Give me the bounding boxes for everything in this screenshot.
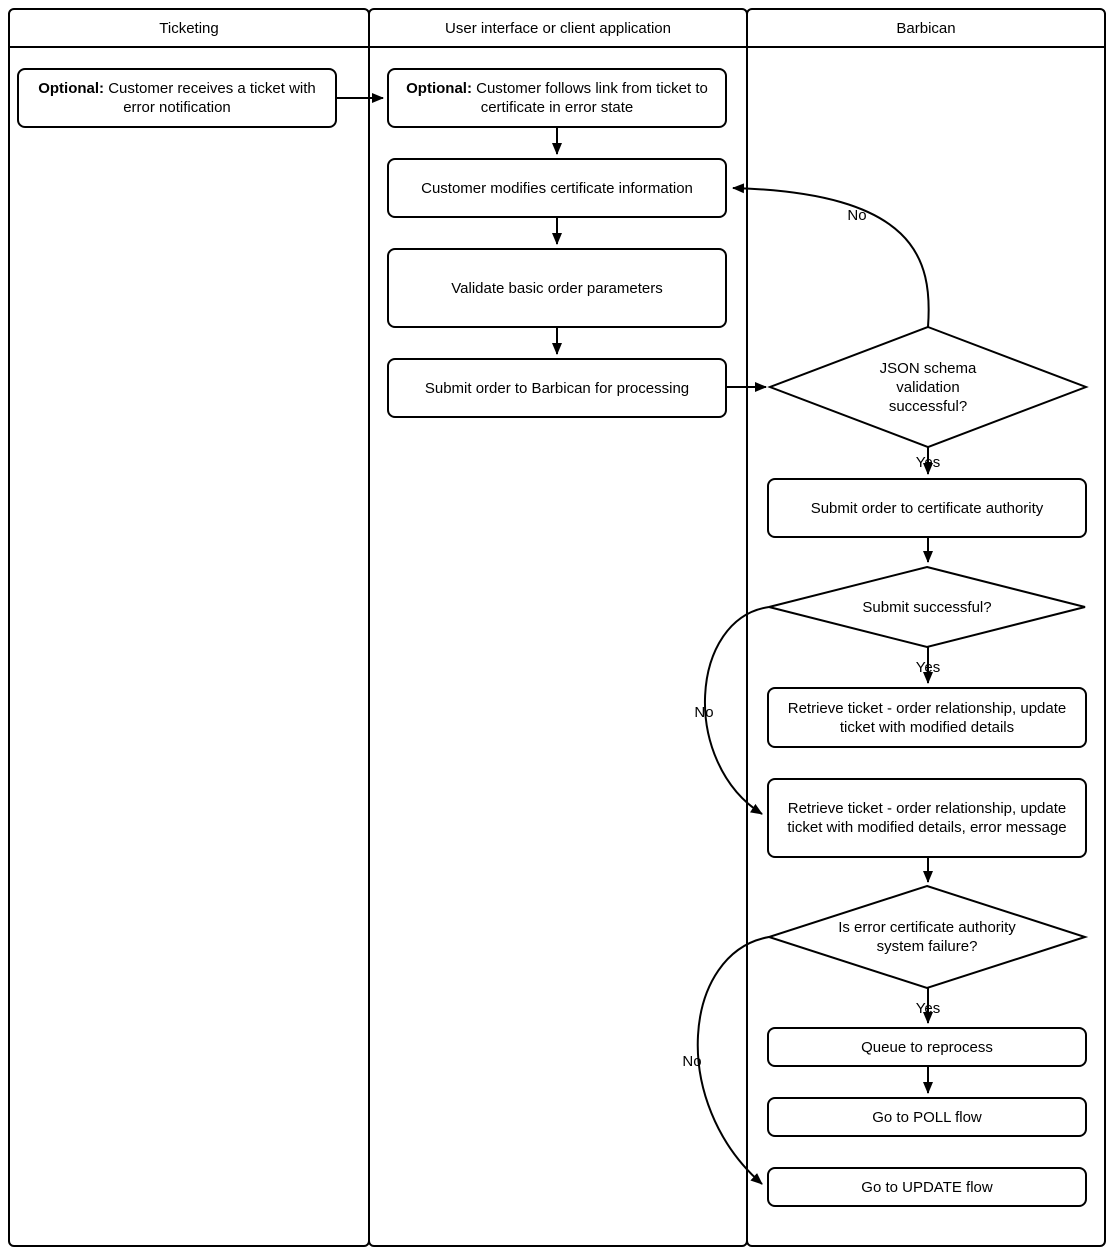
node-queue-reprocess [767, 1027, 1087, 1067]
node-update-ticket-label: Retrieve ticket - order relationship, update ticket with modified details [787, 699, 1067, 736]
node-update-ticket-error [767, 778, 1087, 858]
node-ticket-received [17, 68, 337, 128]
node-follow-link-label: Optional: Customer follows link from ticket to certificate in error state [406, 80, 708, 116]
node-ticket-received-label: Optional: Customer receives a ticket with error notification [38, 80, 316, 116]
curve-failure-no-to-gotoupdate [698, 937, 769, 1184]
optional-prefix: Optional: [406, 80, 472, 97]
curve-schema-no-to-modify [733, 188, 929, 327]
decision-json-schema-label: JSON schema validation successful? [879, 359, 977, 415]
node-goto-poll [767, 1097, 1087, 1137]
optional-prefix: Optional: [38, 80, 105, 97]
node-submit-ca [767, 478, 1087, 538]
node-follow-link [387, 68, 727, 128]
node-goto-update-label: Go to UPDATE flow [861, 1178, 993, 1196]
node-submit-barbican-label: Submit order to Barbican for processing [424, 379, 690, 397]
node-validate-params-label: Validate basic order parameters [451, 279, 663, 297]
node-submit-barbican [387, 358, 727, 418]
node-queue-reprocess-label: Queue to reprocess [861, 1038, 993, 1056]
node-goto-poll-label: Go to POLL flow [872, 1108, 982, 1126]
node-goto-update [767, 1167, 1087, 1207]
edge-label-no-schema: No [847, 207, 867, 224]
node-modify-cert-label: Customer modifies certificate information [421, 179, 693, 197]
edge-label-yes-submit: Yes [915, 659, 941, 676]
edge-label-yes-schema: Yes [915, 454, 941, 471]
lane-ui-title: User interface or client application [445, 19, 671, 37]
lane-ticketing-title: Ticketing [159, 19, 219, 37]
edge-label-yes-failure: Yes [915, 1000, 941, 1017]
edge-label-no-submit: No [694, 704, 714, 721]
lane-barbican-title: Barbican [896, 19, 956, 37]
node-update-ticket [767, 687, 1087, 748]
node-validate-params [387, 248, 727, 328]
edge-label-no-failure: No [682, 1053, 702, 1070]
node-update-ticket-error-label: Retrieve ticket - order relationship, update ticket with modified details, error message [787, 800, 1067, 836]
decision-ca-failure-label: Is error certificate authority system failure? [838, 919, 1016, 955]
node-modify-cert [387, 158, 727, 218]
decision-submit-success-label: Submit successful? [862, 598, 992, 616]
node-submit-ca-label: Submit order to certificate authority [810, 499, 1044, 517]
